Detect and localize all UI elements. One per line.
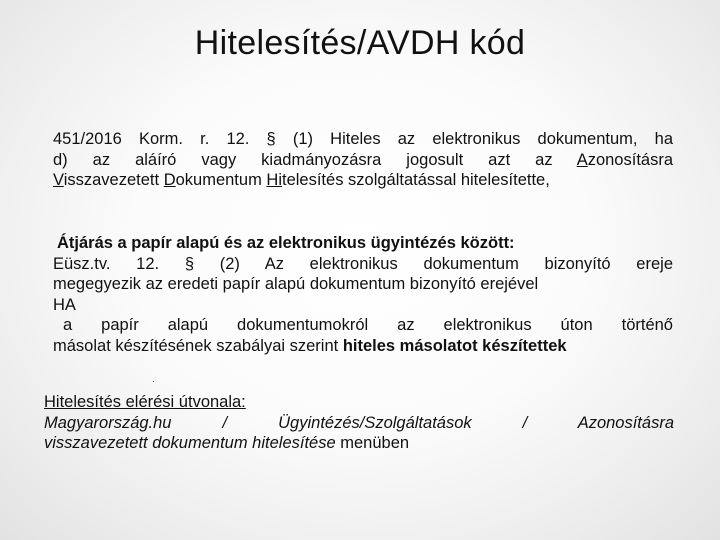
- conversion-line-5-text: másolat készítésének szabályai szerint: [53, 336, 343, 355]
- access-path-line-2-text: menüben: [335, 434, 410, 452]
- conversion-line-5: [53, 336, 673, 357]
- conversion-line-3: HA: [53, 295, 76, 314]
- access-path-line-2-italic: visszavezetett dokumentum hitelesítése: [44, 434, 336, 452]
- legal-citation-block: [53, 129, 673, 191]
- citation-line-2: [53, 150, 673, 171]
- access-path-line-2: [44, 433, 674, 454]
- conversion-line-1: Eüsz.tv. 12. § (2) Az elektronikus dokumentum bizonyító ereje: [53, 254, 673, 273]
- conversion-line-4: a papír alapú dokumentumokról az elektronikus úton történő: [63, 316, 673, 334]
- conversion-block: [53, 233, 673, 356]
- citation-line-3-text-a: isszavezetett: [63, 171, 164, 189]
- conversion-line-2: megegyezik az eredeti papír alapú dokumentum bizonyító erejével: [53, 275, 539, 293]
- citation-line-3-text-c: telesítés szolgáltatással hitelesítette,: [282, 171, 550, 189]
- citation-line-1: 451/2016 Korm. r. 12. § (1) Hiteles az elektronikus dokumentum, ha: [53, 130, 673, 148]
- citation-line-2-text: d) az aláíró vagy kiadmányozásra jogosult azt az: [53, 150, 577, 169]
- citation-underlined-hi: Hi: [266, 171, 282, 189]
- citation-line-2-rest: zonosításra: [587, 150, 673, 169]
- citation-line-3-text-b: okumentum: [175, 171, 267, 189]
- stray-dot: .: [152, 374, 155, 385]
- citation-underlined-v: V: [53, 171, 64, 189]
- access-path-line-1: Magyarország.hu / Ügyintézés/Szolgáltatások / Azonosításra: [44, 413, 674, 432]
- access-path-block: [44, 392, 674, 454]
- citation-underlined-d: D: [163, 171, 176, 189]
- conversion-heading: Átjárás a papír alapú és az elektronikus ügyintézés között:: [57, 234, 515, 252]
- citation-underlined-a: A: [576, 150, 588, 169]
- access-path-heading: Hitelesítés elérési útvonala:: [44, 393, 246, 411]
- conversion-line-5-bold: hiteles másolatot készítettek: [342, 336, 567, 355]
- slide-title: Hitelesítés/AVDH kód: [194, 24, 526, 62]
- citation-line-3: [53, 170, 673, 191]
